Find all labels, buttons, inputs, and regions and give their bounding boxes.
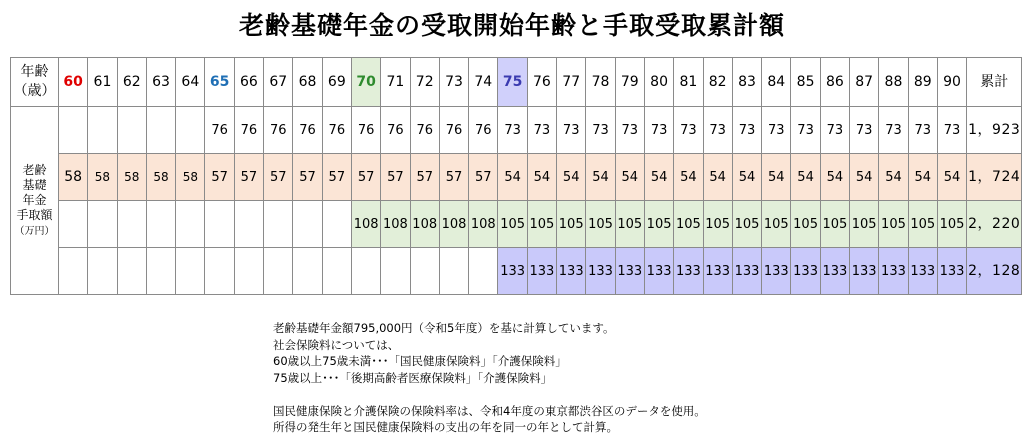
age-header-cell: 83 [732,58,761,107]
age-header-cell: 67 [264,58,293,107]
amount-cell: 73 [703,107,732,154]
amount-cell: 133 [937,248,966,295]
amount-cell: 76 [234,107,263,154]
amount-cell: 76 [322,107,351,154]
note-line: 老齢基礎年金額795,000円（令和5年度）を基に計算しています。 [273,321,615,335]
amount-cell: 54 [791,154,820,201]
data-row-start-75 [11,248,1022,295]
amount-cell: 58 [117,154,146,201]
amount-cell: 133 [879,248,908,295]
empty-cell [205,248,234,295]
amount-cell: 105 [850,201,879,248]
amount-cell: 76 [410,107,439,154]
empty-cell [439,248,468,295]
age-header-cell: 78 [586,58,615,107]
amount-cell: 58 [59,154,88,201]
empty-cell [176,201,205,248]
empty-cell [322,201,351,248]
amount-cell: 57 [410,154,439,201]
total-cell: 1，923 [967,107,1022,154]
amount-cell: 54 [879,154,908,201]
empty-cell [410,248,439,295]
amount-cell: 73 [615,107,644,154]
amount-cell: 133 [644,248,673,295]
amount-cell: 57 [381,154,410,201]
empty-cell [176,107,205,154]
age-header-cell: 62 [117,58,146,107]
amount-cell: 105 [703,201,732,248]
empty-cell [234,248,263,295]
amount-cell: 133 [762,248,791,295]
amount-cell: 76 [381,107,410,154]
total-cell: 1，724 [967,154,1022,201]
pension-table [10,57,1022,295]
amount-cell: 105 [615,201,644,248]
age-header-cell: 76 [527,58,556,107]
amount-side-label: 老齢 基礎 年金 手取額 （万円） [11,107,59,295]
age-header-cell: 74 [469,58,498,107]
amount-cell: 73 [762,107,791,154]
amount-cell: 54 [703,154,732,201]
amount-cell: 73 [937,107,966,154]
amount-cell: 105 [498,201,527,248]
total-cell: 2，128 [967,248,1022,295]
age-header-cell: 80 [644,58,673,107]
empty-cell [88,201,117,248]
empty-cell [88,248,117,295]
empty-cell [351,248,380,295]
empty-cell [381,248,410,295]
age-header-cell: 77 [557,58,586,107]
age-header-cell: 86 [820,58,849,107]
age-header-cell: 81 [674,58,703,107]
amount-cell: 73 [644,107,673,154]
empty-cell [293,248,322,295]
amount-cell: 133 [498,248,527,295]
data-row-start-65 [11,107,1022,154]
amount-cell: 73 [879,107,908,154]
age-header-cell: 72 [410,58,439,107]
amount-cell: 105 [879,201,908,248]
age-header-cell: 82 [703,58,732,107]
age-header-cell: 60 [59,58,88,107]
amount-cell: 57 [351,154,380,201]
age-header-cell: 69 [322,58,351,107]
amount-cell: 108 [469,201,498,248]
empty-cell [59,107,88,154]
note-line: 所得の発生年と国民健康保険料の支出の年を同一の年として計算。 [273,420,618,434]
amount-cell: 54 [820,154,849,201]
empty-cell [264,248,293,295]
age-header-cell: 71 [381,58,410,107]
amount-cell: 73 [498,107,527,154]
amount-cell: 105 [732,201,761,248]
age-header-cell: 73 [439,58,468,107]
amount-cell: 57 [439,154,468,201]
amount-cell: 105 [791,201,820,248]
note-line: 75歳以上･･･「後期高齢者医療保険料」「介護保険料」 [273,370,553,385]
amount-cell: 58 [88,154,117,201]
empty-cell [117,248,146,295]
amount-cell: 54 [615,154,644,201]
empty-cell [146,248,175,295]
amount-cell: 133 [908,248,937,295]
age-header-cell: 63 [146,58,175,107]
total-cell: 2，220 [967,201,1022,248]
amount-cell: 76 [293,107,322,154]
amount-cell: 105 [527,201,556,248]
amount-cell: 54 [908,154,937,201]
amount-cell: 105 [908,201,937,248]
empty-cell [293,201,322,248]
amount-cell: 73 [732,107,761,154]
empty-cell [117,107,146,154]
amount-cell: 73 [527,107,556,154]
age-header-cell: 61 [88,58,117,107]
amount-cell: 54 [674,154,703,201]
amount-cell: 54 [586,154,615,201]
note-line [273,386,706,403]
age-header-label: 年齢 （歳） [11,58,59,107]
amount-cell: 108 [381,201,410,248]
empty-cell [469,248,498,295]
amount-cell: 54 [762,154,791,201]
total-header: 累計 [967,58,1022,107]
age-header-cell: 70 [351,58,380,107]
amount-cell: 54 [732,154,761,201]
amount-cell: 57 [234,154,263,201]
page-title: 老齢基礎年金の受取開始年齢と手取受取累計額 [238,11,785,40]
amount-cell: 76 [469,107,498,154]
age-header-cell: 88 [879,58,908,107]
age-header-cell: 75 [498,58,527,107]
empty-cell [88,107,117,154]
age-header-cell: 66 [234,58,263,107]
note-line: 60歳以上75歳未満･･･「国民健康保険料」「介護保険料」 [273,354,567,368]
amount-cell: 105 [820,201,849,248]
amount-cell: 108 [351,201,380,248]
amount-cell: 133 [615,248,644,295]
amount-cell: 57 [469,154,498,201]
age-header-cell: 85 [791,58,820,107]
amount-cell: 133 [527,248,556,295]
data-row-start-70 [11,201,1022,248]
empty-cell [59,248,88,295]
amount-cell: 76 [264,107,293,154]
empty-cell [205,201,234,248]
amount-cell: 133 [674,248,703,295]
amount-cell: 73 [557,107,586,154]
note-line: 社会保険料については、 [273,337,400,352]
age-header-cell: 79 [615,58,644,107]
empty-cell [146,201,175,248]
note-line: 国民健康保険と介護保険の保険料率は、令和4年度の東京都渋谷区のデータを使用。 [273,403,706,418]
amount-cell: 133 [850,248,879,295]
age-header-cell: 89 [908,58,937,107]
age-header-cell: 90 [937,58,966,107]
amount-cell: 54 [850,154,879,201]
empty-cell [59,201,88,248]
amount-cell: 57 [322,154,351,201]
amount-cell: 73 [586,107,615,154]
amount-cell: 105 [557,201,586,248]
amount-cell: 76 [351,107,380,154]
age-header-cell: 64 [176,58,205,107]
amount-cell: 73 [850,107,879,154]
amount-cell: 105 [674,201,703,248]
empty-cell [264,201,293,248]
amount-cell: 58 [146,154,175,201]
amount-cell: 54 [498,154,527,201]
age-header-cell: 68 [293,58,322,107]
notes [273,320,706,436]
empty-cell [146,107,175,154]
amount-cell: 133 [586,248,615,295]
amount-cell: 108 [439,201,468,248]
age-header-cell: 65 [205,58,234,107]
amount-cell: 133 [820,248,849,295]
amount-cell: 108 [410,201,439,248]
amount-cell: 73 [674,107,703,154]
amount-cell: 76 [205,107,234,154]
empty-cell [322,248,351,295]
age-header-cell: 84 [762,58,791,107]
empty-cell [117,201,146,248]
amount-cell: 105 [586,201,615,248]
data-row-start-60 [11,154,1022,201]
amount-cell: 54 [527,154,556,201]
amount-cell: 133 [703,248,732,295]
amount-cell: 133 [732,248,761,295]
amount-cell: 57 [205,154,234,201]
empty-cell [234,201,263,248]
empty-cell [176,248,205,295]
pension-table-container [10,57,1022,295]
amount-cell: 57 [264,154,293,201]
amount-cell: 105 [762,201,791,248]
amount-cell: 105 [937,201,966,248]
amount-cell: 105 [644,201,673,248]
amount-cell: 54 [937,154,966,201]
amount-cell: 73 [820,107,849,154]
amount-cell: 73 [791,107,820,154]
amount-cell: 76 [439,107,468,154]
amount-cell: 57 [293,154,322,201]
amount-cell: 133 [791,248,820,295]
amount-cell: 54 [557,154,586,201]
header-row [11,58,1022,107]
age-header-cell: 87 [850,58,879,107]
amount-cell: 58 [176,154,205,201]
amount-cell: 133 [557,248,586,295]
amount-cell: 73 [908,107,937,154]
amount-cell: 54 [644,154,673,201]
